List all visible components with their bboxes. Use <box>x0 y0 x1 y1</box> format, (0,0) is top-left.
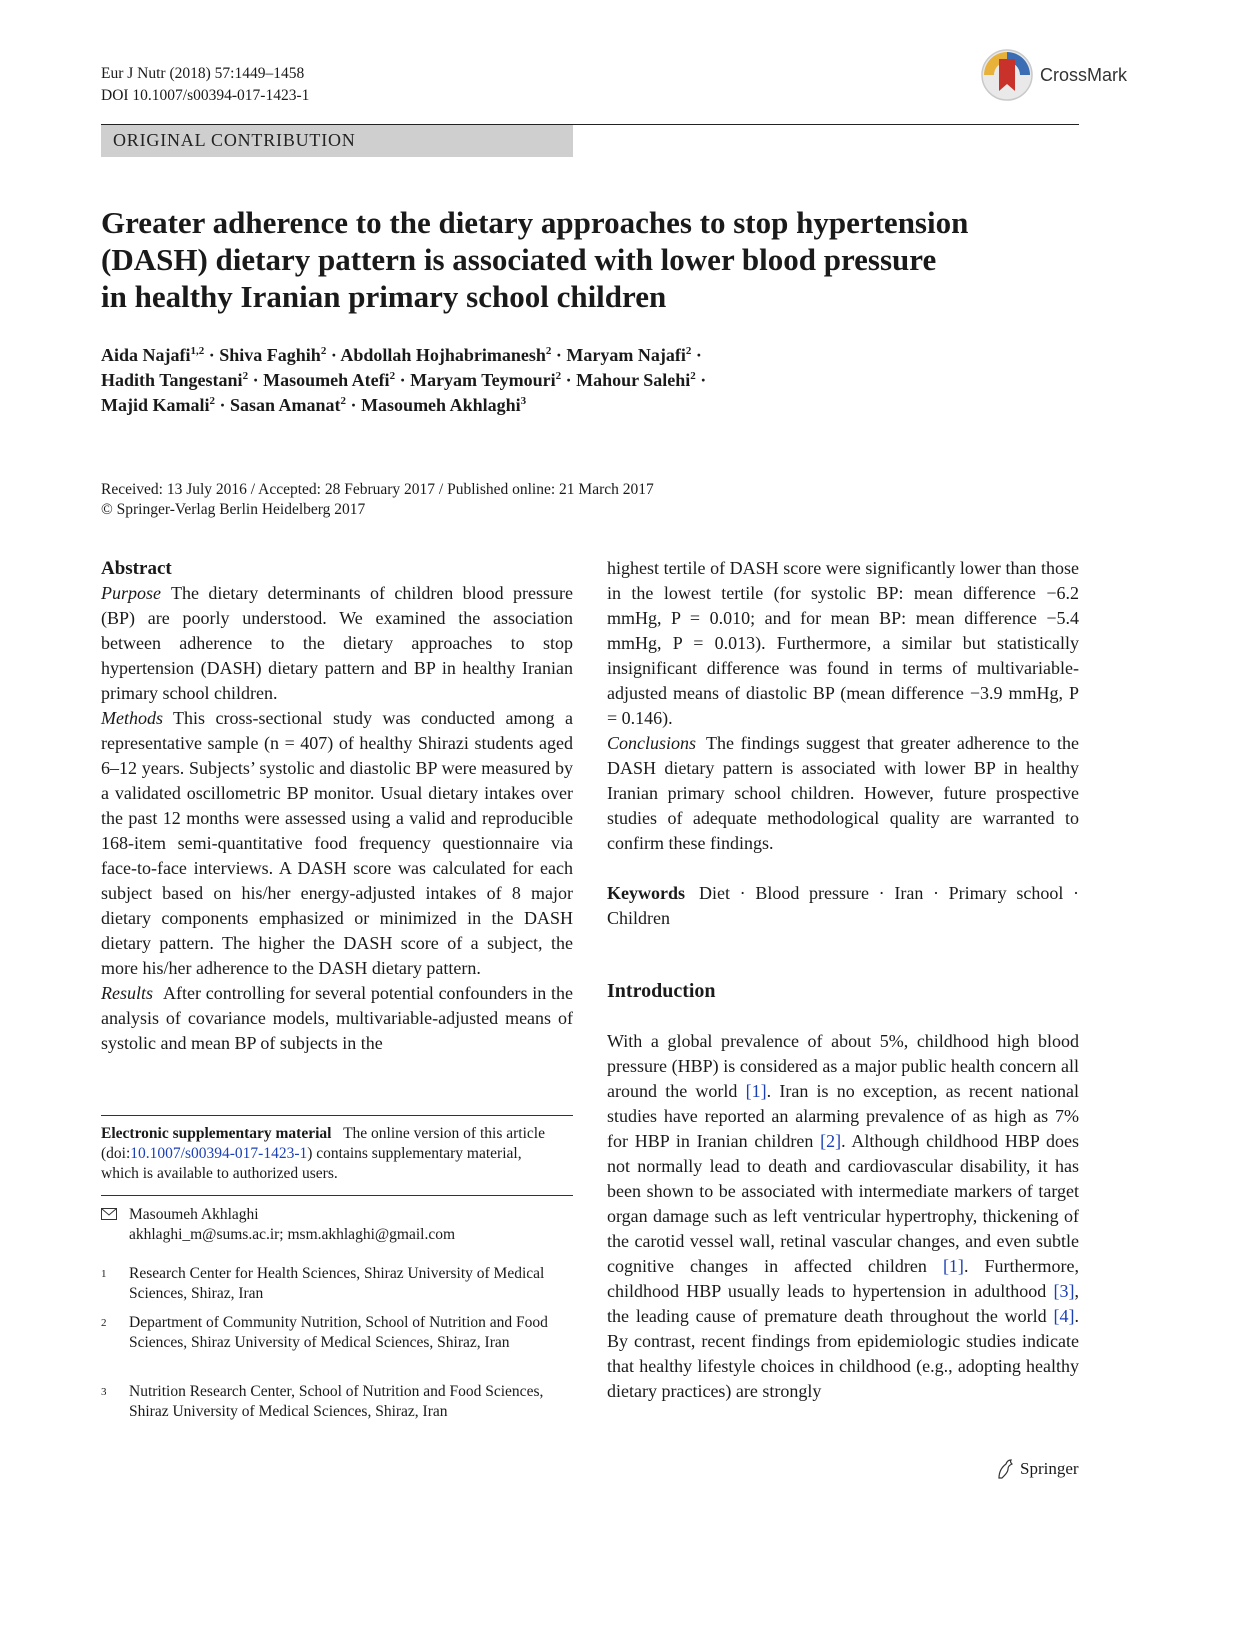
author-affil: 2 <box>685 345 692 357</box>
esm-label: Electronic supplementary material <box>101 1125 332 1142</box>
springer-logo <box>995 1458 1079 1480</box>
author-name[interactable]: Majid Kamali <box>101 395 210 415</box>
purpose-text: The dietary determinants of children blood pressure (BP) are poorly understood. We examined the association between adherence to the dietary approaches to stop hypertension (DASH) dietary pattern and BP in healthy Iranian primary school children. <box>101 583 573 703</box>
esm-text: ) contains supplementary material, which is available to authorized users. <box>101 1145 522 1182</box>
intro-text: . By contrast, recent findings from epidemiologic studies indicate that healthy lifestyle choices in childhood (e.g., adopting healthy dietary practices) are strongly <box>607 1306 1080 1401</box>
author-name[interactable]: Hadith Tangestani <box>101 370 243 390</box>
abstract-results-continued <box>607 556 1079 731</box>
crossmark-badge[interactable] <box>980 48 1127 102</box>
footnote-divider <box>101 1115 573 1116</box>
correspondence <box>101 1205 561 1245</box>
section-banner <box>101 125 573 157</box>
corresponding-emails[interactable]: akhlaghi_m@sums.ac.ir; msm.akhlaghi@gmail.com <box>129 1226 456 1243</box>
affiliation-marker: 3 <box>101 1386 107 1398</box>
author-name[interactable]: Aida Najafi <box>101 345 191 365</box>
title-line: in healthy Iranian primary school children <box>101 279 667 314</box>
citation-link[interactable]: [4] <box>1053 1306 1075 1326</box>
author-affil: 2 <box>320 345 327 357</box>
keywords-text: Diet · Blood pressure · Iran · Primary school · Children <box>607 883 1079 928</box>
results-text: After controlling for several potential confounders in the analysis of covariance models, multivariable-adjusted means of systolic and mean BP of subjects in the <box>101 983 573 1053</box>
affiliation-text: Research Center for Health Sciences, Shiraz University of Medical Sciences, Shiraz, Iran <box>129 1265 545 1302</box>
author-name[interactable]: Abdollah Hojhabrimanesh <box>340 345 546 365</box>
supplementary-note <box>101 1124 561 1184</box>
corresponding-author: Masoumeh Akhlaghi <box>129 1206 259 1223</box>
article-title <box>101 204 1061 315</box>
abstract-purpose <box>101 581 573 706</box>
affiliation-text: Nutrition Research Center, School of Nutrition and Food Sciences, Shiraz University of Medical Sciences, Shiraz, Iran <box>129 1383 544 1420</box>
author-affil: 2 <box>340 395 347 407</box>
keywords-label: Keywords <box>607 883 685 903</box>
author-affil: 2 <box>209 395 215 407</box>
author-name[interactable]: Masoumeh Akhlaghi <box>361 395 521 415</box>
author-name[interactable]: Mahour Salehi <box>576 370 691 390</box>
author-name[interactable]: Shiva Faghih <box>219 345 321 365</box>
author-affil: 2 <box>545 345 552 357</box>
envelope-icon <box>101 1207 117 1227</box>
title-line: Greater adherence to the dietary approaches to stop hypertension <box>101 205 969 240</box>
intro-text: . Furthermore, childhood HBP usually leads to hypertension in adulthood <box>607 1256 1079 1301</box>
citation-link[interactable]: [1] <box>942 1256 964 1276</box>
conclusions-label: Conclusions <box>607 733 697 753</box>
intro-text: . Iran is no exception, as recent national studies have reported an alarming prevalence of as high as 7% for HBP in Iranian children <box>607 1081 1080 1151</box>
footnote-divider <box>101 1195 573 1196</box>
abstract-results <box>101 981 573 1056</box>
crossmark-icon <box>980 48 1034 102</box>
introduction-heading: Introduction <box>607 980 716 1002</box>
affiliation-3 <box>101 1382 561 1422</box>
author-line: Majid Kamali$^2$ · Sasan Amanat$^2$ · Masoumeh Akhlaghi$^3$ <box>101 395 527 415</box>
citation-link[interactable]: [3] <box>1053 1281 1075 1301</box>
author-line: Aida Najafi$^{1,2}$ · Shiva Faghih$^2$ · Abdollah Hojhabrimanesh$^2$ · Maryam Najafi$^2$ · <box>101 345 702 365</box>
affiliation-2 <box>101 1313 561 1353</box>
methods-label: Methods <box>101 708 163 728</box>
citation-link[interactable]: [1] <box>745 1081 767 1101</box>
intro-text: , the leading cause of premature death throughout the world <box>607 1281 1080 1326</box>
abstract-conclusions <box>607 731 1079 856</box>
introduction-paragraph <box>607 1029 1079 1404</box>
author-affil: 2 <box>389 370 396 382</box>
author-affil: 3 <box>520 395 527 407</box>
journal-line: Eur J Nutr (2018) 57:1449–1458 <box>101 65 305 82</box>
affiliation-marker: 2 <box>101 1317 107 1329</box>
springer-horse-icon <box>995 1458 1015 1480</box>
abstract-right-column <box>607 556 1079 1404</box>
abstract-left-column <box>101 556 573 1056</box>
conclusions-text: The findings suggest that greater adherence to the DASH dietary pattern is associated with lower BP in healthy Iranian primary school children. However, future prospective studies of adequate methodological quality are warranted to confirm these findings. <box>607 733 1079 853</box>
abstract-heading: Abstract <box>101 558 172 579</box>
author-name[interactable]: Masoumeh Atefi <box>263 370 390 390</box>
author-affil: 2 <box>242 370 249 382</box>
esm-text: The online version of this article (doi: <box>101 1125 545 1162</box>
intro-text: With a global prevalence of about 5%, childhood high blood pressure (HBP) is considered as a major public health concern all around the world <box>607 1031 1079 1101</box>
results-text-continued: highest tertile of DASH score were significantly lower than those in the lowest tertile (for systolic BP: mean difference −6.2 mmHg, P = 0.010; and for mean BP: mean difference −5.4 mmHg, P = 0.013). Furthermore, a similar but statistically insignificant difference was found in terms of multivariable-adjusted means of diastolic BP (mean difference −3.9 mmHg, P = 0.146). <box>607 558 1079 728</box>
author-affil: 1,2 <box>190 345 205 357</box>
doi-link[interactable]: 10.1007/s00394-017-1423-1 <box>130 1145 308 1162</box>
title-line: (DASH) dietary pattern is associated with lower blood pressure <box>101 242 937 277</box>
affiliation-text: Department of Community Nutrition, School of Nutrition and Food Sciences, Shiraz University of Medical Sciences, Shiraz, Iran <box>129 1314 548 1351</box>
author-line: Hadith Tangestani$^2$ · Masoumeh Atefi$^2$ · Maryam Teymouri$^2$ · Mahour Salehi$^2$ · <box>101 370 707 390</box>
citation-link[interactable]: [2] <box>820 1131 842 1151</box>
affiliation-1 <box>101 1264 561 1304</box>
publisher-name: Springer <box>1020 1459 1079 1478</box>
results-label: Results <box>101 983 153 1003</box>
publication-dates <box>101 480 654 520</box>
abstract-methods <box>101 706 573 981</box>
intro-text: . Although childhood HBP does not normally lead to death and cardiovascular disability, it has been shown to be associated with intermediate markers of target organ damage such as left ventricular hypertrophy, thickening of the carotid vessel wall, retinal vascular changes, and even subtle cognitive changes in affected children <box>607 1131 1080 1276</box>
author-affil: 2 <box>555 370 562 382</box>
keywords <box>607 881 1079 931</box>
author-name[interactable]: Sasan Amanat <box>230 395 341 415</box>
author-list <box>101 343 1081 418</box>
doi-line: DOI 10.1007/s00394-017-1423-1 <box>101 87 310 104</box>
affiliation-marker: 1 <box>101 1268 107 1280</box>
author-name[interactable]: Maryam Teymouri <box>410 370 556 390</box>
copyright-line: © Springer-Verlag Berlin Heidelberg 2017 <box>101 501 366 518</box>
journal-citation <box>101 63 309 107</box>
author-name[interactable]: Maryam Najafi <box>566 345 686 365</box>
section-label: ORIGINAL CONTRIBUTION <box>113 130 356 150</box>
purpose-label: Purpose <box>101 583 161 603</box>
crossmark-label: CrossMark <box>1040 64 1128 85</box>
history-line: Received: 13 July 2016 / Accepted: 28 February 2017 / Published online: 21 March 2017 <box>101 481 654 498</box>
methods-text: This cross-sectional study was conducted among a representative sample (n = 407) of healthy Shirazi students aged 6–12 years. Subjects’ systolic and diastolic BP were measured by a validated oscillometric BP monitor. Usual dietary intakes over the past 12 months were assessed using a valid and reproducible 168-item semi-quantitative food frequency questionnaire via face-to-face interviews. A DASH score was calculated for each subject based on his/her energy-adjusted intakes of 8 major dietary components emphasized or minimized in the DASH dietary pattern. The higher the DASH score of a subject, the more his/her adherence to the DASH dietary pattern. <box>101 708 573 978</box>
author-affil: 2 <box>690 370 696 382</box>
